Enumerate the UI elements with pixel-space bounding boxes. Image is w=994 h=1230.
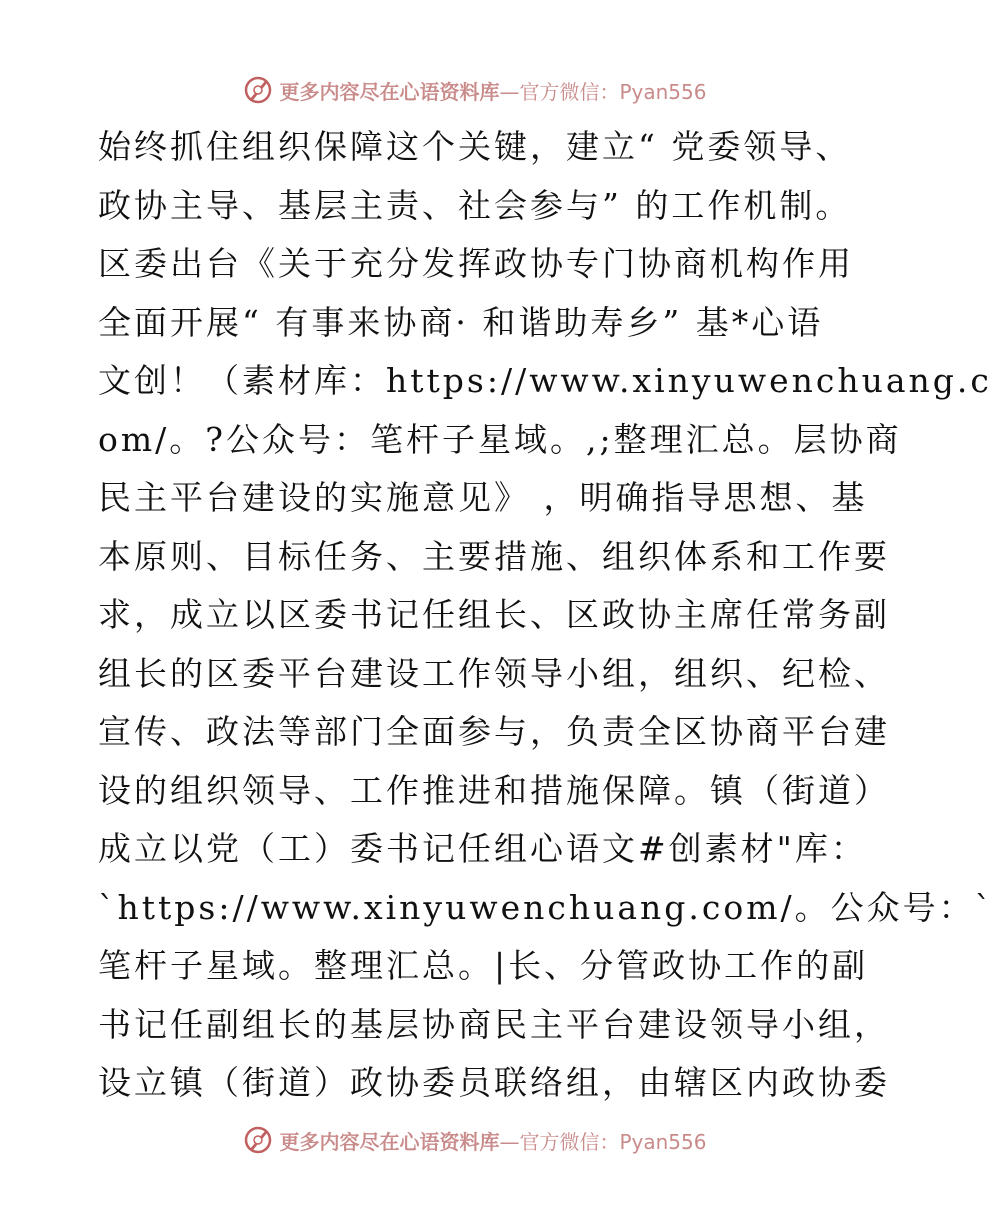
body-line: `https://www.xinyuwenchuang.com/。公众号：` xyxy=(98,887,994,927)
body-line: 宣传、政法等部门全面参与，负责全区协商平台建 xyxy=(98,712,890,751)
header-banner-label: 更多内容尽在心语资料库—官方微信：Pyan556 xyxy=(279,79,707,104)
quill-logo-icon xyxy=(243,1125,273,1155)
body-line: 书记任副组长的基层协商民主平台建设领导小组， xyxy=(98,1004,890,1044)
body-line: 民主平台建设的实施意见》 ，明确指导思想、基 xyxy=(98,478,868,517)
body-line: 全面开展“ 有事来协商· 和谐助寿乡” 基*心语 xyxy=(98,302,824,342)
document-body xyxy=(98,118,994,1113)
body-line: 区委出台《关于充分发挥政协专门协商机构作用 xyxy=(98,244,854,283)
body-line: 求，成立以区委书记任组长、区政协主席任常务副 xyxy=(98,595,890,634)
body-line: 政协主导、基层主责、社会参与” 的工作机制。 xyxy=(98,185,852,225)
body-line: 组长的区委平台建设工作领导小组，组织、纪检、 xyxy=(98,653,890,693)
header-watermark-banner xyxy=(0,70,950,110)
footer-watermark-banner xyxy=(0,1120,950,1160)
body-line: 文创！（素材库：https://www.xinyuwenchuang.c xyxy=(98,361,992,400)
body-line: 成立以党（工）委书记任组心语文#创素材"库： xyxy=(98,829,867,868)
body-line: 笔杆子星域。整理汇总。|长、分管政协工作的副 xyxy=(98,946,869,985)
body-line: 设立镇（街道）政协委员联络组，由辖区内政协委 xyxy=(98,1063,890,1102)
body-line: 设的组织领导、工作推进和措施保障。镇（街道） xyxy=(98,770,890,810)
footer-banner-label: 更多内容尽在心语资料库—官方微信：Pyan556 xyxy=(279,1129,707,1154)
body-line: om/。?公众号：笔杆子星域。,;整理汇总。层协商 xyxy=(98,419,902,459)
quill-logo-icon xyxy=(243,75,273,105)
body-line: 本原则、目标任务、主要措施、组织体系和工作要 xyxy=(98,536,890,576)
body-line: 始终抓住组织保障这个关键，建立“ 党委领导、 xyxy=(98,127,852,166)
